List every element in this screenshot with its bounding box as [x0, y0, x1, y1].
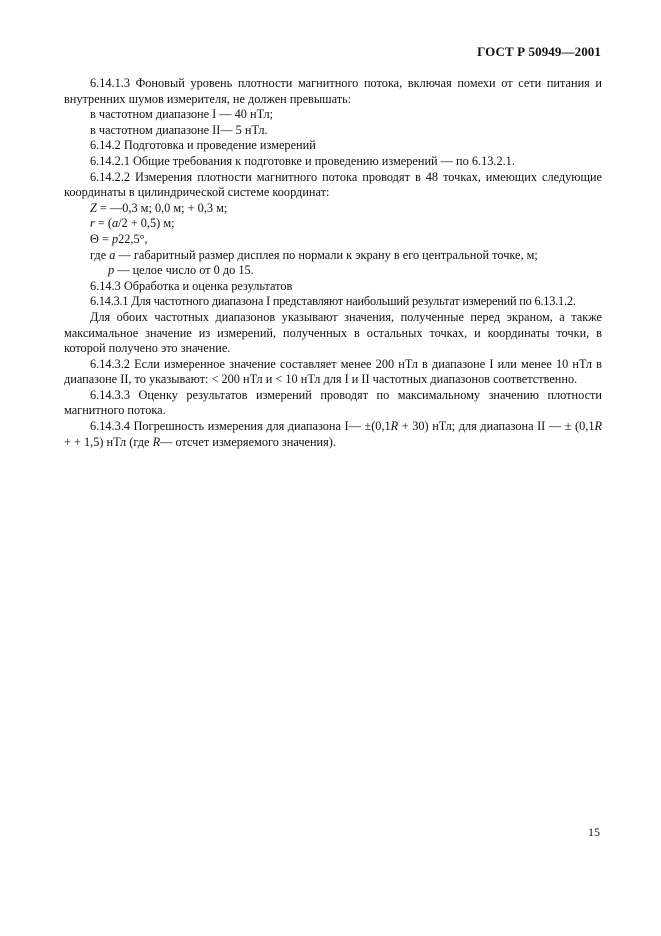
definition-a-text: — габаритный размер дисплея по нормали к экрану в его центральной точке, м; [115, 247, 538, 262]
formula-theta [64, 232, 602, 248]
var-p-def: p [108, 263, 115, 278]
formula-theta-pre: Θ = [90, 231, 112, 246]
paragraph-6-14-3-4 [64, 419, 602, 450]
var-p: p [111, 231, 119, 246]
var-a-def: a [109, 247, 116, 262]
formula-r [64, 216, 602, 232]
p14-a: 6.14.3.4 Погрешность измерения для диапазона I— ±(0,1 [90, 419, 391, 434]
definition-p-text: — целое число от 0 до 15. [114, 263, 254, 278]
var-R2: R [594, 419, 602, 434]
definition-a-pre: где [90, 247, 110, 262]
section-6-14-3-heading: 6.14.3 Обработка и оценка результатов [90, 278, 293, 293]
definition-a [64, 248, 602, 264]
p14-b: + 30) нТл; для диапазона II — ± (0,1 [398, 419, 595, 434]
paragraph-6-14-2-2-line1: 6.14.2.2 Измерения плотности магнитного потока проводят в 48 точках, имеющих следующие [90, 169, 602, 184]
var-z: Z [90, 200, 97, 215]
page-number: 15 [588, 825, 600, 839]
paragraph-6-14-1-3-line1: 6.14.1.3 Фоновый уровень плотности магнитного потока, включая помехи от сети питания и [90, 76, 602, 90]
paragraph-both-ranges: Для обоих частотных диапазонов указывают значения, полученные перед экраном, а также максимальное значение из измерений, полученных в остальных точках, и координаты точки, в которой получено это значение. [64, 309, 602, 356]
p14-d: — отсчет измеряемого значения). [160, 434, 336, 449]
range-2-limit: в частотном диапазоне II— 5 нТл. [90, 122, 268, 137]
definition-p [64, 263, 602, 279]
paragraph-6-14-2-2-line2: координаты в цилиндрической системе координат: [64, 185, 330, 200]
formula-z [64, 201, 602, 217]
section-6-14-2-heading: 6.14.2 Подготовка и проведение измерений [90, 138, 316, 153]
formula-r-text: /2 + 0,5) м; [118, 216, 175, 231]
paragraph-6-14-3-2: 6.14.3.2 Если измеренное значение составляет менее 200 нТл в диапазоне I или менее 10 нТл в диапазоне II, то указывают: < 200 нТл и < 10 нТл для I и II частотных диапазонов соответственно. [64, 356, 602, 387]
document-body [64, 76, 602, 450]
paragraph-6-14-1-3-line2: внутренних шумов измерителя, не должен превышать: [64, 91, 352, 106]
paragraph-6-14-3-1: 6.14.3.1 Для частотного диапазона I представляют наибольший результат измерений по 6.13.1.2. [90, 294, 576, 309]
var-r: r [90, 216, 95, 231]
range-1-limit: в частотном диапазоне I — 40 нТл; [90, 107, 274, 122]
var-R3: R [152, 434, 161, 449]
formula-z-text: = —0,3 м; 0,0 м; + 0,3 м; [96, 200, 228, 215]
p14-c: + + 1,5) нТл (где [64, 434, 153, 449]
var-R1: R [390, 419, 399, 434]
paragraph-6-14-2-1: 6.14.2.1 Общие требования к подготовке и проведению измерений — по 6.13.2.1. [90, 153, 515, 168]
paragraph-6-14-3-3: 6.14.3.3 Оценку результатов измерений проводят по максимальному значению плотности магнитного потока. [64, 387, 602, 418]
formula-r-open: = ( [94, 216, 112, 231]
document-header-id: ГОСТ Р 50949—2001 [477, 44, 601, 59]
var-a: a [111, 216, 119, 231]
formula-theta-text: 22,5°, [118, 231, 148, 246]
